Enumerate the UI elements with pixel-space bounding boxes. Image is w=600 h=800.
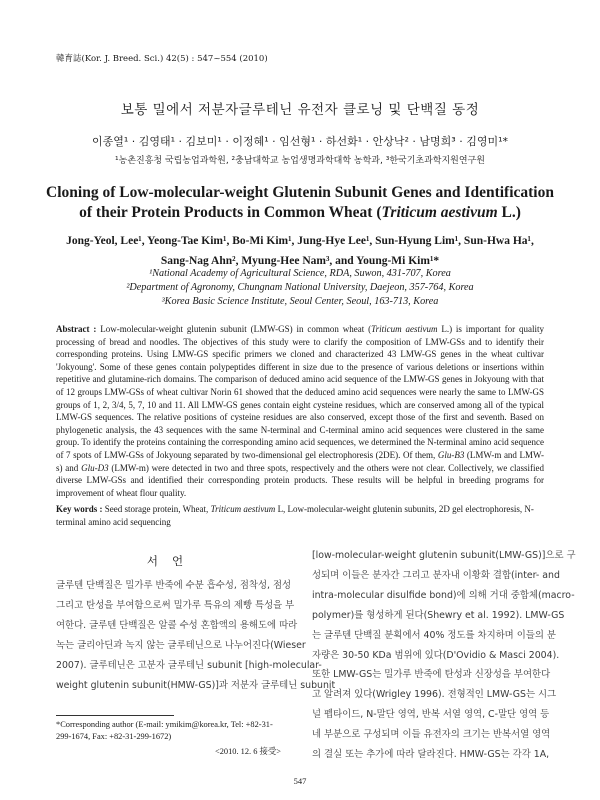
- body-line: 고 알려져 있다(Wrigley 1996). 전형적인 LMW-GS는 시그: [312, 689, 557, 701]
- body-line: polymer)를 형성하게 된다(Shewry et al. 1992). LMW-GS: [312, 609, 565, 621]
- body-line: 여한다. 글루텐 단백질은 알콜 수성 혼합액의 용해도에 따라: [56, 619, 298, 631]
- body-line: 또한 LMW-GS는 밀가루 반죽에 탄성과 신장성을 부여한다: [312, 669, 551, 681]
- korean-affiliations: ¹농촌진흥청 국립농업과학원, ²충남대학교 농업생명과학대학 농학과, ³한국기초과학지원연구원: [115, 156, 485, 166]
- english-authors: [56, 231, 544, 271]
- body-line: 녹는 글리아딘과 녹지 않는 글루테닌으로 나누어진다(Wieser: [56, 639, 306, 651]
- affiliation-1: ¹National Academy of Agricultural Science, RDA, Suwon, 431-707, Korea: [149, 268, 451, 279]
- body-line: 의 결실 또는 추가에 따라 달라진다. HMW-GS는 각각 1A,: [312, 749, 550, 761]
- received-date: <2010. 12. 6 接受>: [215, 747, 281, 756]
- english-title-text: Cloning of Low-molecular-weight Glutenin Subunit Genes and Identification of their Protein Products in Common Wheat (: [46, 184, 554, 221]
- body-line: 그리고 탄성을 부여함으로써 밀가루 특유의 제빵 특성을 부: [56, 599, 295, 611]
- body-column-left: [56, 576, 336, 695]
- section-heading-introduction: 서언: [146, 554, 198, 568]
- body-column-right: [312, 546, 576, 765]
- footnote-line-1: *Corresponding author (E-mail: ymikim@korea.kr, Tel: +82-31-: [56, 720, 273, 729]
- body-line: 는 글루텐 단백질 분획에서 40% 정도를 차지하며 이들의 분: [312, 629, 556, 641]
- abstract-gene-2: Glu-D3: [81, 462, 109, 473]
- affiliations: [40, 267, 560, 309]
- english-title-species: Triticum aestivum: [381, 204, 498, 221]
- body-line: 네 부분으로 구성되며 이들 유전자의 크기는 반복서열 영역: [312, 729, 551, 741]
- abstract-text-2: L.) is important for quality processing of bread and noodles. The objectives of this study were to clarify the composition of LMW-GSs and to identify their corresponding proteins. Using LMW-GS specific primers we cloned and characterized 43 LMW-GS genes in the wheat cultivar 'Jokyoung'. Some of these genes contain polypeptides different in size due to the presence of various deletions or insertions within repetitive and glutamine-rich domains. The comparison of deduced amino acid sequence of the LMW-GS genes in Jokyoung with that of 12 groups LMW-GSs of wheat cultivar Norin 61 showed that the deduced amino acid sequences were nearly the same to LMW-GS groups of 1, 2, 3/4, 5, 7, 10 and 11. All LMW-GS genes contain eight cysteine residues, which are conserved among all of the typical LMW-GS sequences. The relative positions of cysteine residues are also conserved, except those of the first and seventh. Based on phylogenetic analysis, the 43 sequences with the same N-terminal and C-terminal amino acid sequences were clustered in the same group. To identify the proteins containing the corresponding amino acid sequences, we determined the N-terminal amino acid sequence of 7 spots of LMW-GSs of Jokyoung separated by two-dimensional gel electrophoresis (2DE). Of them,: [56, 324, 545, 460]
- footnote-divider: [56, 715, 174, 716]
- abstract-species: Triticum aestivum: [371, 324, 438, 334]
- english-authors-line-2: Sang-Nag Ahn², Myung-Hee Nam³, and Young-Mi Kim¹*: [160, 255, 440, 267]
- affiliation-2: ²Department of Agronomy, Chungnam National University, Daejeon, 357-764, Korea: [126, 282, 474, 293]
- body-line: 성되며 이들은 분자간 그리고 분자내 이황화 결합(inter- and: [312, 569, 560, 581]
- page-number: 547: [293, 776, 307, 786]
- abstract-gene-1: Glu-B3: [437, 449, 465, 460]
- abstract-text-4: (LMW-m) were detected in two and three spots, respectively and the others were not clear. Collectively, we classified diverse LMW-GSs and identified their corresponding protein products. These results will be helpful in breeding programs for improvement of wheat flour quality.: [56, 462, 544, 498]
- body-line: [low-molecular-weight glutenin subunit(LMW-GS)]으로 구: [312, 550, 576, 561]
- abstract: [56, 323, 544, 499]
- journal-citation: 韓育誌(Kor. J. Breed. Sci.) 42(5) : 547~554 (2010): [56, 54, 268, 64]
- korean-title: 보통 밀에서 저분자글루테닌 유전자 클로닝 및 단백질 동정: [120, 102, 480, 118]
- body-line: 글루텐 단백질은 밀가루 반죽에 수분 흡수성, 점착성, 점성: [56, 580, 292, 591]
- footnote-line-2: 299-1674, Fax: +82-31-299-1672): [56, 732, 172, 741]
- body-line: 2007). 글루테닌은 고분자 글루테닌 subunit [high-molecular-: [56, 659, 322, 671]
- english-authors-line-1: Jong-Yeol, Lee¹, Yeong-Tae Kim¹, Bo-Mi Kim¹, Jung-Hye Lee¹, Sun-Hyung Lim¹, Sun-Hwa Ha¹,: [66, 235, 534, 247]
- abstract-text-3: (LMW-m and LMW-s) and: [56, 449, 544, 473]
- keywords-text-2: L, Low-molecular-weight glutenin subunits, 2D gel electrophoresis, N-terminal amino acid sequencing: [56, 504, 534, 527]
- abstract-text-1: Low-molecular-weight glutenin subunit (LMW-GS) in common wheat (: [100, 324, 372, 334]
- affiliation-3: ³Korea Basic Science Institute, Seoul Center, Seoul, 163-713, Korea: [161, 296, 439, 307]
- body-line: intra-molecular disulfide bond)에 의해 거대 중합체(macro-: [312, 589, 575, 601]
- keywords: [56, 503, 544, 528]
- body-line: weight glutenin subunit(HMW-GS)]과 저분자 글루테닌 subunit: [56, 679, 336, 691]
- body-line: 자량은 30-50 KDa 범위에 있다(D'Ovidio & Masci 2004).: [312, 649, 560, 661]
- english-title-end: L.): [497, 204, 521, 221]
- english-title: [40, 183, 560, 223]
- corresponding-author-footnote: [56, 719, 296, 743]
- abstract-label: Abstract :: [56, 324, 97, 334]
- body-line: 널 펩타이드, N-말단 영역, 반복 서열 영역, C-말단 영역 등: [312, 709, 550, 721]
- keywords-label: Key words :: [56, 504, 103, 514]
- korean-authors: 이종열¹ · 김영태¹ · 김보미¹ · 이정혜¹ · 임선형¹ · 하선화¹ · 안상낙² · 남명희³ · 김영미¹*: [91, 135, 508, 148]
- keywords-text-1: Seed storage protein, Wheat,: [104, 504, 211, 514]
- keywords-species: Triticum aestivum: [210, 504, 276, 514]
